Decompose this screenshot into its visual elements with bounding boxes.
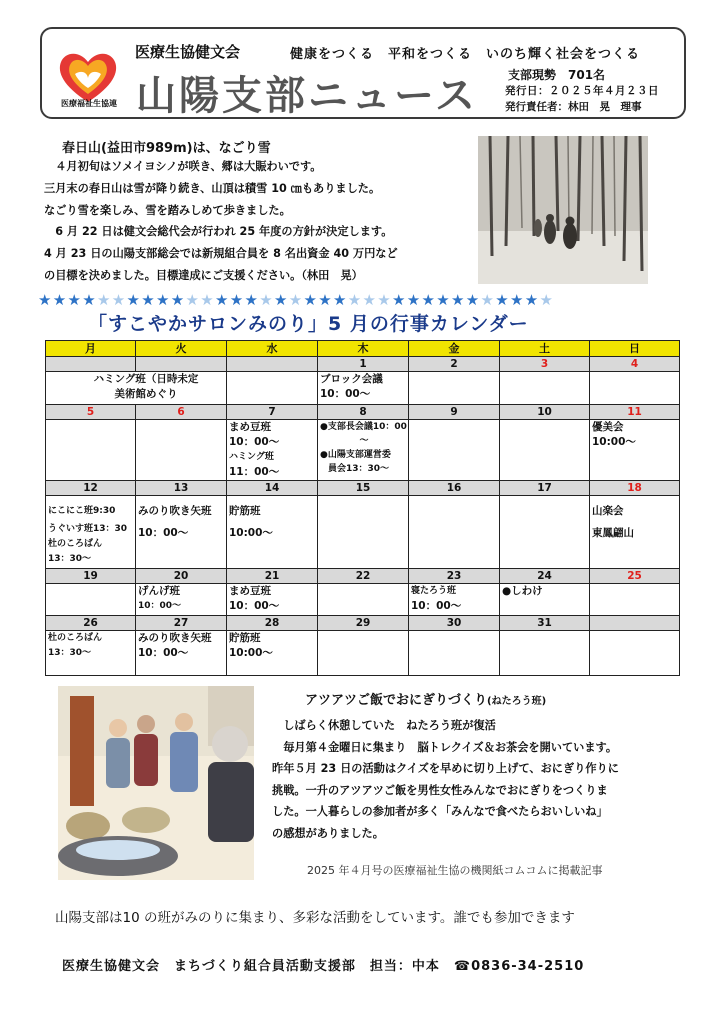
date-cell: 9 [409, 405, 500, 420]
article2-subtitle: (ねたろう班) [487, 696, 547, 707]
date-cell: 30 [409, 616, 500, 631]
event-line: 杜のころばん [48, 539, 103, 549]
article2-source-note: 2025 年４月号の医療福祉生協の機関紙コムコムに掲載記事 [307, 864, 603, 877]
member-count: 支部現勢 701名 [508, 68, 606, 82]
date-cell: 28 [227, 616, 318, 631]
event-line: 10：00～ [229, 600, 280, 612]
article1-line: の目標を決めました。目標達成にご支援ください。（林田 晃） [44, 268, 363, 282]
event-line: ～ [359, 436, 369, 446]
event-cell [136, 496, 227, 569]
event-line: まめ豆班 [229, 585, 271, 597]
star-icon: ★ [465, 291, 481, 309]
event-line: ●しわけ [502, 585, 543, 597]
event-row [46, 631, 680, 676]
event-line: 10：00～ [138, 647, 189, 659]
newsletter-title: 山陽支部ニュース [136, 73, 478, 119]
date-cell: 8 [318, 405, 409, 420]
star-icon: ★ [288, 291, 304, 309]
star-icon: ★ [38, 291, 53, 309]
date-cell: 12 [46, 481, 136, 496]
event-line: 13：30～ [48, 648, 92, 658]
event-cell [318, 420, 409, 481]
event-cell [227, 631, 318, 676]
weekday-header: 水 [227, 341, 318, 357]
event-line: 10：00～ [411, 600, 462, 612]
date-cell: 2 [409, 357, 500, 372]
star-icon: ★ [244, 291, 260, 309]
weekday-header: 金 [409, 341, 500, 357]
star-icon: ★ [303, 291, 319, 309]
event-line: 東鳳翩山 [592, 527, 634, 539]
date-cell-holiday: 4 [590, 357, 680, 372]
date-cell-holiday: 11 [590, 405, 680, 420]
article2-title-text: アツアツご飯でおにぎりづくり [305, 693, 488, 708]
weekday-header: 月 [46, 341, 136, 357]
date-cell-holiday: 6 [136, 405, 227, 420]
star-icon: ★ [200, 291, 215, 309]
date-row [46, 569, 680, 584]
event-cell [590, 420, 680, 481]
star-icon: ★ [480, 291, 496, 309]
event-line: 10：00～ [229, 436, 280, 448]
event-cell [227, 496, 318, 569]
date-cell: 1 [318, 357, 409, 372]
event-cell [46, 496, 136, 569]
star-icon: ★ [377, 291, 392, 309]
star-icon: ★ [97, 291, 112, 309]
event-line: 寝たろう班 [411, 586, 457, 596]
event-line: みのり吹き矢班 [138, 632, 212, 644]
event-line: 10：00～ [138, 601, 182, 611]
event-cell [409, 420, 500, 481]
star-icon: ★ [524, 291, 540, 309]
event-line: みのり吹き矢班 [138, 505, 212, 517]
event-line: 山楽会 [592, 505, 624, 517]
article2-line: 挑戦。一升のアツアツご飯を男性女性みんなでおにぎりをつくりま [272, 783, 608, 797]
date-cell: 13 [136, 481, 227, 496]
event-cell [318, 631, 409, 676]
article2-body [272, 715, 692, 844]
event-cell [500, 584, 590, 616]
event-cell [590, 496, 680, 569]
date-cell [227, 357, 318, 372]
event-cell [136, 420, 227, 481]
event-cell [227, 584, 318, 616]
star-icon: ★ [67, 291, 83, 309]
event-cell [46, 420, 136, 481]
date-cell: 7 [227, 405, 318, 420]
date-cell-holiday: 18 [590, 481, 680, 496]
event-line: ハミング班（日時未定 [93, 373, 199, 385]
event-cell [500, 496, 590, 569]
date-row [46, 405, 680, 420]
star-icon: ★ [347, 291, 363, 309]
event-cell [227, 420, 318, 481]
event-row [46, 496, 680, 569]
article1-line: なごり雪を楽しみ、雪を踏みしめて歩きました。 [44, 203, 291, 217]
event-line: ●支部長会議10：00 [320, 422, 407, 432]
date-cell: 15 [318, 481, 409, 496]
date-cell: 21 [227, 569, 318, 584]
event-line: ハミング班 [229, 452, 274, 462]
article1-line: 6 月 22 日は健文会総代会が行われ 25 年度の方針が決定します。 [44, 225, 393, 239]
event-line: 貯筋班 [229, 632, 261, 644]
star-icon: ★ [406, 291, 422, 309]
star-icon: ★ [333, 291, 348, 309]
event-line: 貯筋班 [229, 505, 261, 517]
event-line: 杜のころばん [48, 633, 103, 643]
star-icon: ★ [215, 291, 230, 309]
date-cell: 10 [500, 405, 590, 420]
article2-line: 昨年５月 23 日の活動はクイズを早めに切り上げて、おにぎり作りに [272, 762, 619, 775]
date-row [46, 616, 680, 631]
date-cell: 20 [136, 569, 227, 584]
article2-line: の感想がありました。 [272, 826, 384, 840]
date-row [46, 357, 680, 372]
event-line: まめ豆班 [229, 421, 271, 433]
event-line: 10:00～ [229, 647, 273, 659]
event-cell [46, 584, 136, 616]
footer-message: 山陽支部は10 の班がみのりに集まり、多彩な活動をしています。誰でも参加できます [55, 910, 575, 926]
event-line: 10：00～ [138, 527, 189, 539]
star-icon: ★ [111, 291, 127, 309]
date-cell: 24 [500, 569, 590, 584]
event-line: 10:00～ [229, 527, 273, 539]
weekday-header: 日 [590, 341, 680, 357]
event-cell [500, 372, 590, 405]
date-cell-holiday: 5 [46, 405, 136, 420]
article2-line: 毎月第４金曜日に集まり 脳トレクイズ＆お茶会を開いています。 [272, 740, 618, 754]
publisher: 発行責任者：林田 晃 理事 [505, 101, 642, 113]
article1-line: 三月末の春日山は雪が降り続き、山頂は積雪 10 ㎝もありました。 [44, 181, 381, 195]
date-cell: 16 [409, 481, 500, 496]
event-cell [136, 631, 227, 676]
event-cell [590, 372, 680, 405]
date-cell [590, 616, 680, 631]
star-icon: ★ [510, 291, 525, 309]
article1-line: 4 月 23 日の山陽支部総会では新規組合員を 8 名出資金 40 万円など [44, 247, 398, 261]
star-divider [38, 290, 688, 310]
event-calendar [45, 340, 680, 676]
issue-date: 発行日：２０２５年４月２３日 [505, 85, 659, 97]
event-line: うぐいす班13：30 [48, 524, 128, 534]
event-cell [590, 584, 680, 616]
star-icon: ★ [318, 291, 333, 309]
event-line: にこにこ班9:30 [48, 506, 116, 516]
article1-title: 春日山(益田市989m)は、なごり雪 [62, 141, 271, 156]
date-cell: 26 [46, 616, 136, 631]
event-row [46, 420, 680, 481]
snowy-forest-hiking-photo [478, 136, 648, 284]
event-cell [409, 372, 500, 405]
date-row [46, 481, 680, 496]
date-cell: 27 [136, 616, 227, 631]
star-icon: ★ [392, 291, 407, 309]
article1-body [44, 156, 462, 287]
org-name: 医療生協健文会 [135, 43, 241, 61]
weekday-header-row [46, 341, 680, 357]
star-icon: ★ [274, 291, 289, 309]
star-icon: ★ [52, 291, 68, 309]
star-icon: ★ [495, 291, 510, 309]
date-cell-holiday: 3 [500, 357, 590, 372]
event-cell [318, 584, 409, 616]
star-icon: ★ [436, 291, 451, 309]
event-line: 10:00～ [592, 436, 636, 448]
event-line: ●山陽支部運営委 [320, 450, 391, 460]
star-icon: ★ [126, 291, 142, 309]
star-icon: ★ [141, 291, 156, 309]
star-icon: ★ [421, 291, 437, 309]
weekday-header: 木 [318, 341, 409, 357]
date-cell: 29 [318, 616, 409, 631]
article1-line: ４月初旬はソメイヨシノが咲き、郷は大賑わいです。 [44, 160, 322, 173]
event-cell [409, 631, 500, 676]
event-line: ブロック会議 [320, 373, 383, 385]
star-icon: ★ [170, 291, 186, 309]
slogan: 健康をつくる 平和をつくる いのち輝く社会をつくる [290, 47, 641, 62]
date-cell-holiday: 25 [590, 569, 680, 584]
onigiri-making-photo [58, 686, 254, 880]
date-cell: 14 [227, 481, 318, 496]
date-cell: 19 [46, 569, 136, 584]
article2-line: しばらく休憩していた ねたろう班が復活 [272, 719, 496, 732]
event-line: 美術館めぐり [114, 388, 178, 400]
star-icon: ★ [156, 291, 171, 309]
event-row [46, 372, 680, 405]
event-line: 優美会 [592, 421, 624, 433]
event-cell [590, 631, 680, 676]
date-cell [46, 357, 136, 372]
date-cell: 17 [500, 481, 590, 496]
event-cell [136, 584, 227, 616]
star-icon: ★ [539, 291, 555, 309]
footer-contact: 医療生協健文会 まちづくり組合員活動支援部 担当：中本 ☎0836-34-2510 [62, 959, 585, 974]
event-line: 員会13：30～ [328, 464, 390, 474]
date-cell: 23 [409, 569, 500, 584]
date-cell: 31 [500, 616, 590, 631]
logo-caption: 医療福祉生協連 [61, 99, 117, 108]
calendar-title: 「すこやかサロンみのり」5 月の行事カレンダー [88, 313, 529, 335]
article2-line: した。一人暮らしの参加者が多く「みんなで食べたらおいしいね」 [272, 805, 608, 818]
event-line: 13：30～ [48, 554, 92, 564]
event-cell [409, 496, 500, 569]
event-cell [46, 372, 227, 405]
star-icon: ★ [82, 291, 97, 309]
star-icon: ★ [229, 291, 245, 309]
weekday-header: 土 [500, 341, 590, 357]
star-icon: ★ [185, 291, 201, 309]
star-icon: ★ [362, 291, 378, 309]
event-line: げんげ班 [138, 585, 180, 597]
event-cell [227, 372, 318, 405]
event-cell [409, 584, 500, 616]
event-cell [500, 631, 590, 676]
event-line: 10：00～ [320, 388, 371, 400]
weekday-header: 火 [136, 341, 227, 357]
event-line: 11：00～ [229, 466, 280, 478]
date-cell: 22 [318, 569, 409, 584]
event-cell [318, 496, 409, 569]
article2-title [305, 689, 546, 708]
event-row [46, 584, 680, 616]
star-icon: ★ [451, 291, 466, 309]
event-cell [318, 372, 409, 405]
date-cell [136, 357, 227, 372]
event-cell [46, 631, 136, 676]
star-icon: ★ [259, 291, 274, 309]
event-cell [500, 420, 590, 481]
